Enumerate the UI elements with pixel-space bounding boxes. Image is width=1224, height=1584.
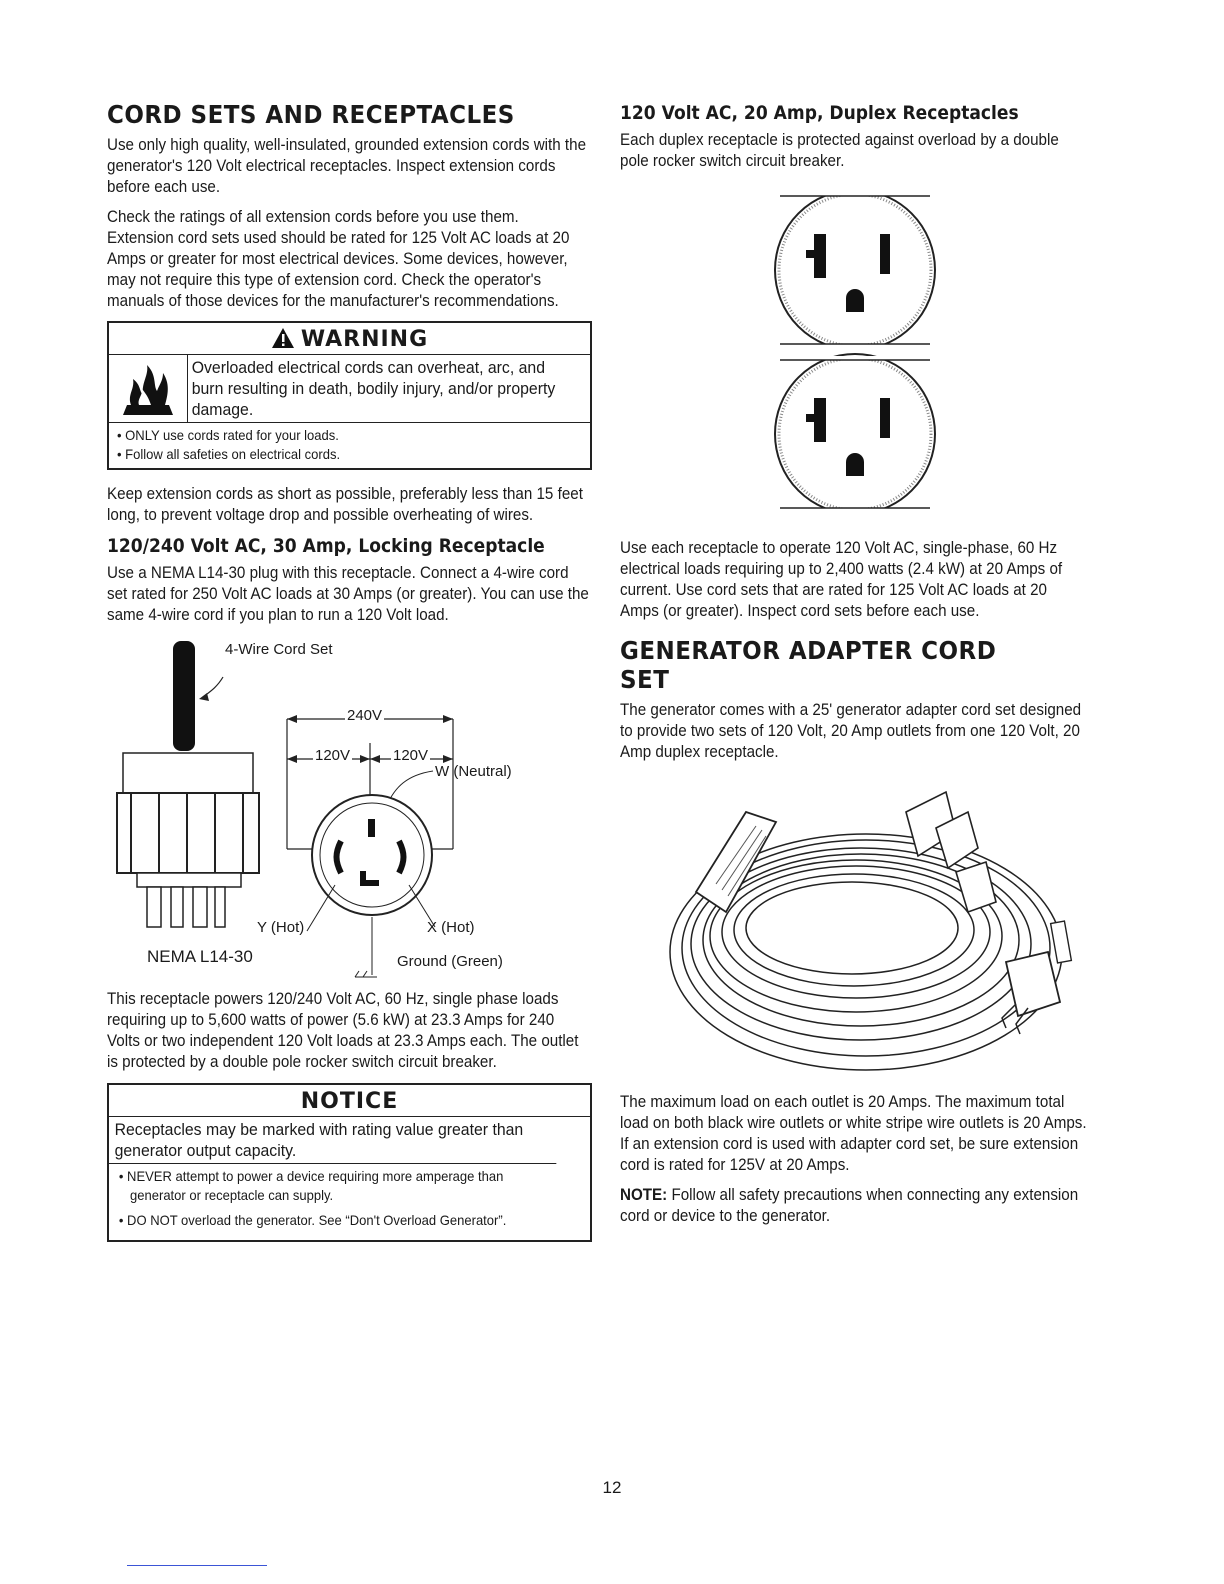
paragraph: Check the ratings of all extension cords before you use them. Extension cord sets used should be rated for 125 Volt AC loads at 20 Amps or greater for most electrical devices. Some devices, however, may not require this type of extension cord. Check the operator's manuals of those devices for the manufacturer's recommendations. (107, 208, 570, 310)
paragraph: Use a NEMA L14-30 plug with this receptacle. Connect a 4-wire cord set rated for 250 Volt AC loads at 30 Amps (or greater). You can use the same 4-wire cord if you plan to run a 120 Volt load. (107, 564, 589, 624)
paragraph: The generator comes with a 25' generator adapter cord set designed to provide two sets of 120 Volt, 20 Amp outlets from one 120 Volt, 20 Amp duplex receptacle. (620, 701, 1082, 761)
warning-triangle-icon (271, 327, 295, 349)
sub-heading-duplex-receptacles: 120 Volt AC, 20 Amp, Duplex Receptacles (620, 102, 1019, 124)
warning-title: WARNING (109, 323, 590, 355)
warning-box (107, 321, 592, 470)
footer-divider (127, 1565, 267, 1566)
duplex-receptacle-illustration (770, 192, 1090, 516)
list-item: • NEVER attempt to power a device requiring more amperage than generator or receptacle can supply. (117, 1167, 549, 1205)
sub-heading-locking-receptacle: 120/240 Volt AC, 30 Amp, Locking Receptacle (107, 535, 545, 557)
ground-label: Ground (Green) (397, 953, 503, 970)
section-heading-cord-sets: CORD SETS AND RECEPTACLES (107, 100, 515, 129)
note-label: NOTE: (620, 1186, 668, 1204)
left-column (107, 100, 592, 1256)
voltage-240-label: 240V (347, 707, 383, 724)
list-item: • Follow all safeties on electrical cords. (117, 445, 549, 464)
list-item: • ONLY use cords rated for your loads. (117, 426, 549, 445)
cord-set-label: 4-Wire Cord Set (225, 641, 333, 658)
warning-list (109, 423, 590, 468)
notice-text: Receptacles may be marked with rating value greater than generator output capacity. (109, 1117, 556, 1164)
note-paragraph (620, 1185, 1087, 1227)
paragraph: This receptacle powers 120/240 Volt AC, 60 Hz, single phase loads requiring up to 5,600 watts of power (5.6 kW) at 23.3 Amps for 240 Volts or two independent 120 Volt loads at 23.3 Amps each. The outlet is protected by a double pole rocker switch circuit breaker. (107, 990, 579, 1071)
notice-box (107, 1083, 592, 1242)
paragraph: Use each receptacle to operate 120 Volt AC, single-phase, 60 Hz electrical loads requiring up to 2,400 watts (2.4 kW) at 20 Amps of current. Use cord sets that are rated for 125 Volt AC loads at 20 Amps (or greater). Inspect cord sets before each use. (620, 539, 1063, 620)
voltage-120-label: 120V (393, 747, 429, 764)
paragraph: Each duplex receptacle is protected against overload by a double pole rocker switch circuit breaker. (620, 131, 1059, 170)
list-item: • DO NOT overload the generator. See “Don't Overload Generator”. (117, 1211, 549, 1230)
paragraph: Use only high quality, well-insulated, grounded extension cords with the generator's 120 Volt electrical receptacles. Inspect extension cords before each use. (107, 136, 587, 196)
plug-label: NEMA L14-30 (147, 947, 253, 966)
fire-hazard-icon (109, 355, 188, 422)
right-column (620, 100, 1090, 1236)
coiled-cord-drawing (656, 772, 1086, 1082)
warning-text: Overloaded electrical cords can overheat, arc, and burn resulting in death, bodily injury, and/or property damage. (191, 358, 556, 419)
section-heading-adapter-cord: GENERATOR ADAPTER CORD SET (620, 636, 997, 694)
adapter-cord-illustration (656, 772, 1090, 1082)
neutral-label: W (Neutral) (435, 763, 512, 780)
paragraph: Keep extension cords as short as possible, preferably less than 15 feet long, to prevent voltage drop and possible overheating of wires. (107, 485, 583, 524)
notice-title: NOTICE (109, 1085, 590, 1117)
duplex-outlet-drawing (770, 192, 940, 516)
x-hot-label: X (Hot) (427, 919, 475, 936)
voltage-120-label: 120V (315, 747, 351, 764)
nema-l14-30-diagram (107, 635, 592, 985)
note-text: Follow all safety precautions when connecting any extension cord or device to the generator. (620, 1186, 1079, 1225)
paragraph: The maximum load on each outlet is 20 Amps. The maximum total load on both black wire outlets or white stripe wire outlets is 20 Amps. If an extension cord is used with adapter cord set, be sure extension cord is rated for 125V at 20 Amps. (620, 1093, 1087, 1174)
plug-receptacle-drawing (107, 635, 592, 985)
y-hot-label: Y (Hot) (257, 919, 305, 936)
notice-list (109, 1164, 590, 1240)
page-number: 12 (602, 1478, 622, 1497)
